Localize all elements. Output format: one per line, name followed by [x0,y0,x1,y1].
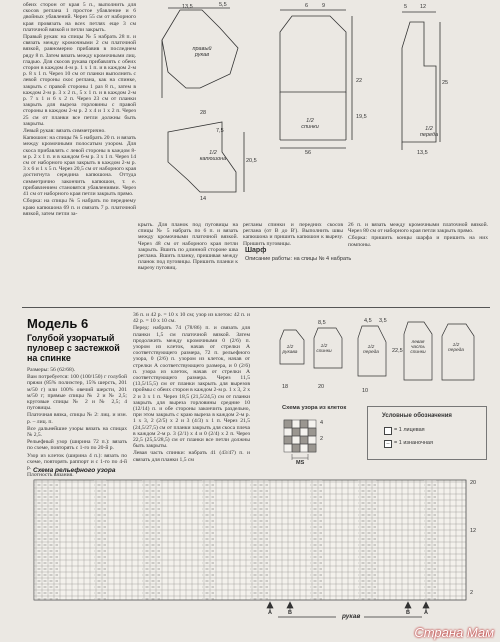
back-outline [280,16,346,92]
relief-pattern-chart [30,476,492,626]
row-number: 2 [320,436,324,442]
dimension-label: 14 [200,196,207,202]
middle-text-col-2 [138,222,238,294]
paragraph: Рельефный узор (ширина 72 п.): вязать по схеме, повторять с 1-го по 20-й р. [27,439,127,452]
arrow-label-b: B [406,610,410,616]
dimension-label: 25 [442,80,449,86]
check-pattern-grid [282,418,342,468]
top-left-text-column [23,2,136,308]
hood-label: 1/2 капюшона [199,150,227,162]
model6-pattern-diagrams [262,316,494,398]
legend [367,406,487,460]
model-title: Модель 6 [27,316,89,331]
legend-purl-label: = 1 изнаночная [394,440,433,446]
dimension-label: 9 [322,3,326,9]
front-label-2: 1/2 переда [363,345,379,355]
legend-knit-label: = 1 лицевая [394,427,425,433]
dimension-label: 7,5 [216,128,224,134]
sleeve-label: 1/2 рукава [282,345,298,355]
paragraph: Плотность вязания. [27,472,74,479]
dimension-label: 5 [404,4,408,10]
sleeve-range-label: рукав [342,613,361,620]
row-number: 12 [470,528,477,534]
dimension-label: 13,5 [417,150,428,156]
rapport-label: MS [296,460,305,466]
dimension-label: 22 [356,78,363,84]
dimension-label: 4,5 [364,318,372,324]
dimension-label: 10 [362,388,369,394]
dimension-label: 5,5 [219,2,227,8]
left-back-label: левая часть спинки [410,340,426,355]
relief-chart-title: Схема рельефного узора [33,467,116,474]
sizes: Размеры: 56 (62/68). [27,367,76,373]
front-outline [402,22,436,142]
paragraph: Сборка: пришить концы шарфа и пришить на них помпоны. [348,235,488,248]
front-instructions-column [133,312,250,466]
dimension-label: 6 [305,3,309,9]
model-subtitle: Голубой узорчатый пуловер с застежкой на спинке [27,333,120,363]
check-scheme-title: Схема узора из клеток [282,405,347,411]
arrow-label-b: B [288,610,292,616]
top-pattern-diagrams [140,2,498,220]
dimension-label: 18 [282,384,289,390]
paragraph: Левая часть спинки: набрать 41 (43/47) п. и связать для планки 1,5 см [133,450,250,463]
legend-title: Условные обозначения [382,413,452,419]
dimension-label: 8,5 [318,320,326,326]
arrow-label-a: A [268,610,272,616]
paragraph: Платочная вязка, спицы № 2: лиц. и изн. р. – лиц. п. [27,412,127,425]
dimension-label: 20 [318,384,325,390]
dimension-label: 19,5 [356,114,367,120]
right-sleeve-label: правый рукав [192,46,212,58]
row-number: 4 [320,420,324,426]
scarf-section [348,222,488,294]
row-number: 2 [470,590,474,596]
watermark: Страна Мам [414,625,494,640]
purl-stitch-symbol: – [384,440,392,448]
scarf-title: Шарф [245,247,267,254]
paragraph: Узор из клеток (ширина 4 п.): вязать по схеме, повторять раппорт и с 1-го по 4-й р. [27,452,127,472]
front-label-3: 1/2 переда [448,343,464,353]
paragraph: Сборка: на спицы № 5 набрать по переднему краю капюшона 69 п. и связать 7 р. платочной вязкой, затем петли за- [23,198,136,217]
paragraph: 26 п. и вязать между кромочными платочной вязкой. Через 80 см от наборного края петли закрыть прямо. [348,222,488,235]
paragraph: Правый рукав: на спицы № 5 набрать 28 п. и связать между кромочными 2 см платочной вязкой, равномерно прибавив в последнем ряду 8 п. Затем вязать между кромочными лиц. гладью. Для скосов рукава прибавлять с обеих сторон в каждом 4-м р. 1 х 1 п. и в каждом 2-м р. 8 х 1 п. Через 10 см от планки выполнить с левой стороны скос реглана, как на спинке, закрыть с правой стороны 1 раз 8 п., затем в каждом 2-м р. 3 х 2 п., 5 х 1 п. и в каждом 2-м р. 7 х 1 и 6 х 2 п. Через 23 см от планки закрыть для выреза горловины с правой стороны в каждом 2-м р. 2 х 4 и 1 х 2 п. Через 25 см от планки все петли должны быть закрыты. [23,34,136,127]
paragraph: Перед: набрать 74 (78/86) п. и связать для планки 1,5 см платочной вязкой. Затем продолжить между кромочными 0 (2/6) п. узором из клеток, начав от стрелки A соответствующего размера, 72 п. рельефного узора, 0 (2/6) п. узором из клеток, начав от стрелки A соответствующего размера, и 0 (2/6) п. узора из клеток, начав от стрелки A соответствующего размера. Через 11,5 (13,5/15,5) см от планки закрыть для вырезов проймы с обеих сторон в каждом 2-м р. 1 х 3, 2 х 2 и 3 х 1 п. Через 18,5 (21,5/24,5) см от планки закрыть для выреза горловины средние 10 (12/14) п. и обе стороны закончить раздельно, при этом закрыть с краю выреза в каждом 2-м р. 1 х 3, 2 (2/5) х 2 и 3 (4/3) х 1 п. Через 21,5 (24,5/27,5) см от планки закрыть для скоса плеча в каждом 2-м р. 3 (2/1) х 4 и 0 (2/4) х 2 п. Через 22,5 (25,5/28,5) см от планки все петли должны быть закрыты. [133,325,250,450]
dimension-label: 56 [305,150,312,156]
scarf-description: Описание работы: на спицы № 4 набрать [245,256,352,262]
knit-stitch-symbol [384,427,392,435]
row-number: 20 [470,480,477,486]
section-divider [22,307,490,308]
dimension-label: 12 [420,4,427,10]
back-label-2: 1/2 спинки [316,344,332,354]
paragraph: Левый рукав: вязать симметрично. [23,128,106,135]
paragraph: 36 п. и 42 р. = 10 х 10 см; узор из клеток: 42 п. и 42 р. = 10 х 10 см. [133,312,250,325]
dimension-label: 13,5 [182,4,193,10]
paragraph: обеих сторон от края 5 п., выполнить для скосов реглана 1 простое убавление и 6 двойных убавлений. Через 55 см от наборного края провязать на всех петлях еще 3 см платочной вязкой и петли закрыть. [23,2,136,33]
arrow-label-a: A [424,610,428,616]
dimension-label: 28 [200,110,207,116]
paragraph: крыть. Для планок под пуговицы на спицы № 5 набрать по 6 п. и вязать между кромочными платочной вязкой. Через 48 см от наборного края петли закрыть. Вшить по длинной стороне шва реглана. Вшить планку, пришивая между планок под пуговицы. Пришить планки к вырезу пуговиц. [138,222,238,272]
paragraph: регланы спинки и передних скосов реглана (от B до B'). Выполнить швы капюшона и пришить капюшон к вырезу. Пришить пуговицы. [243,222,343,247]
dimension-label: 20,5 [246,158,257,164]
dimension-label: 3,5 [379,318,387,324]
paragraph: Капюшон: на спицы № 5 набрать 20 п. и вязать между кромочными полосатым узором. Для скоса прибавлять с левой стороны в каждом 8-м р. 2 х 1 п. и в каждом 6-м р. 3 х 1 п. Через 14 см от наборного края закрыть в каждом 2-м р. 3 х 6 и 1 х 5 п. Через 20,5 см от наборного края достигнута середина капюшона. Оттуда симметрично закончить капюшон, т. е. прибавлением становятся убавлениями. Через 41 см от наборного края петли закрыть прямо. [23,135,136,198]
paragraph: Все дальнейшие узоры вязать на спицах № 2,5. [27,425,127,439]
front-label: 1/2 переда [419,126,439,138]
dimension-label: 22,5 [392,348,403,354]
back-label: 1/2 спинки [301,118,319,130]
materials: Вам потребуется: 100 (100/150) г голубой пряжи (85% полиэстер, 15% шерсть, 201 м/50 г) или 100% овечий шерсти, 201 м/50 г; прямые спицы № 2 и № 2,5; круговые спицы № 2 и № 2,5; 4 пуговицы. [27,374,127,412]
